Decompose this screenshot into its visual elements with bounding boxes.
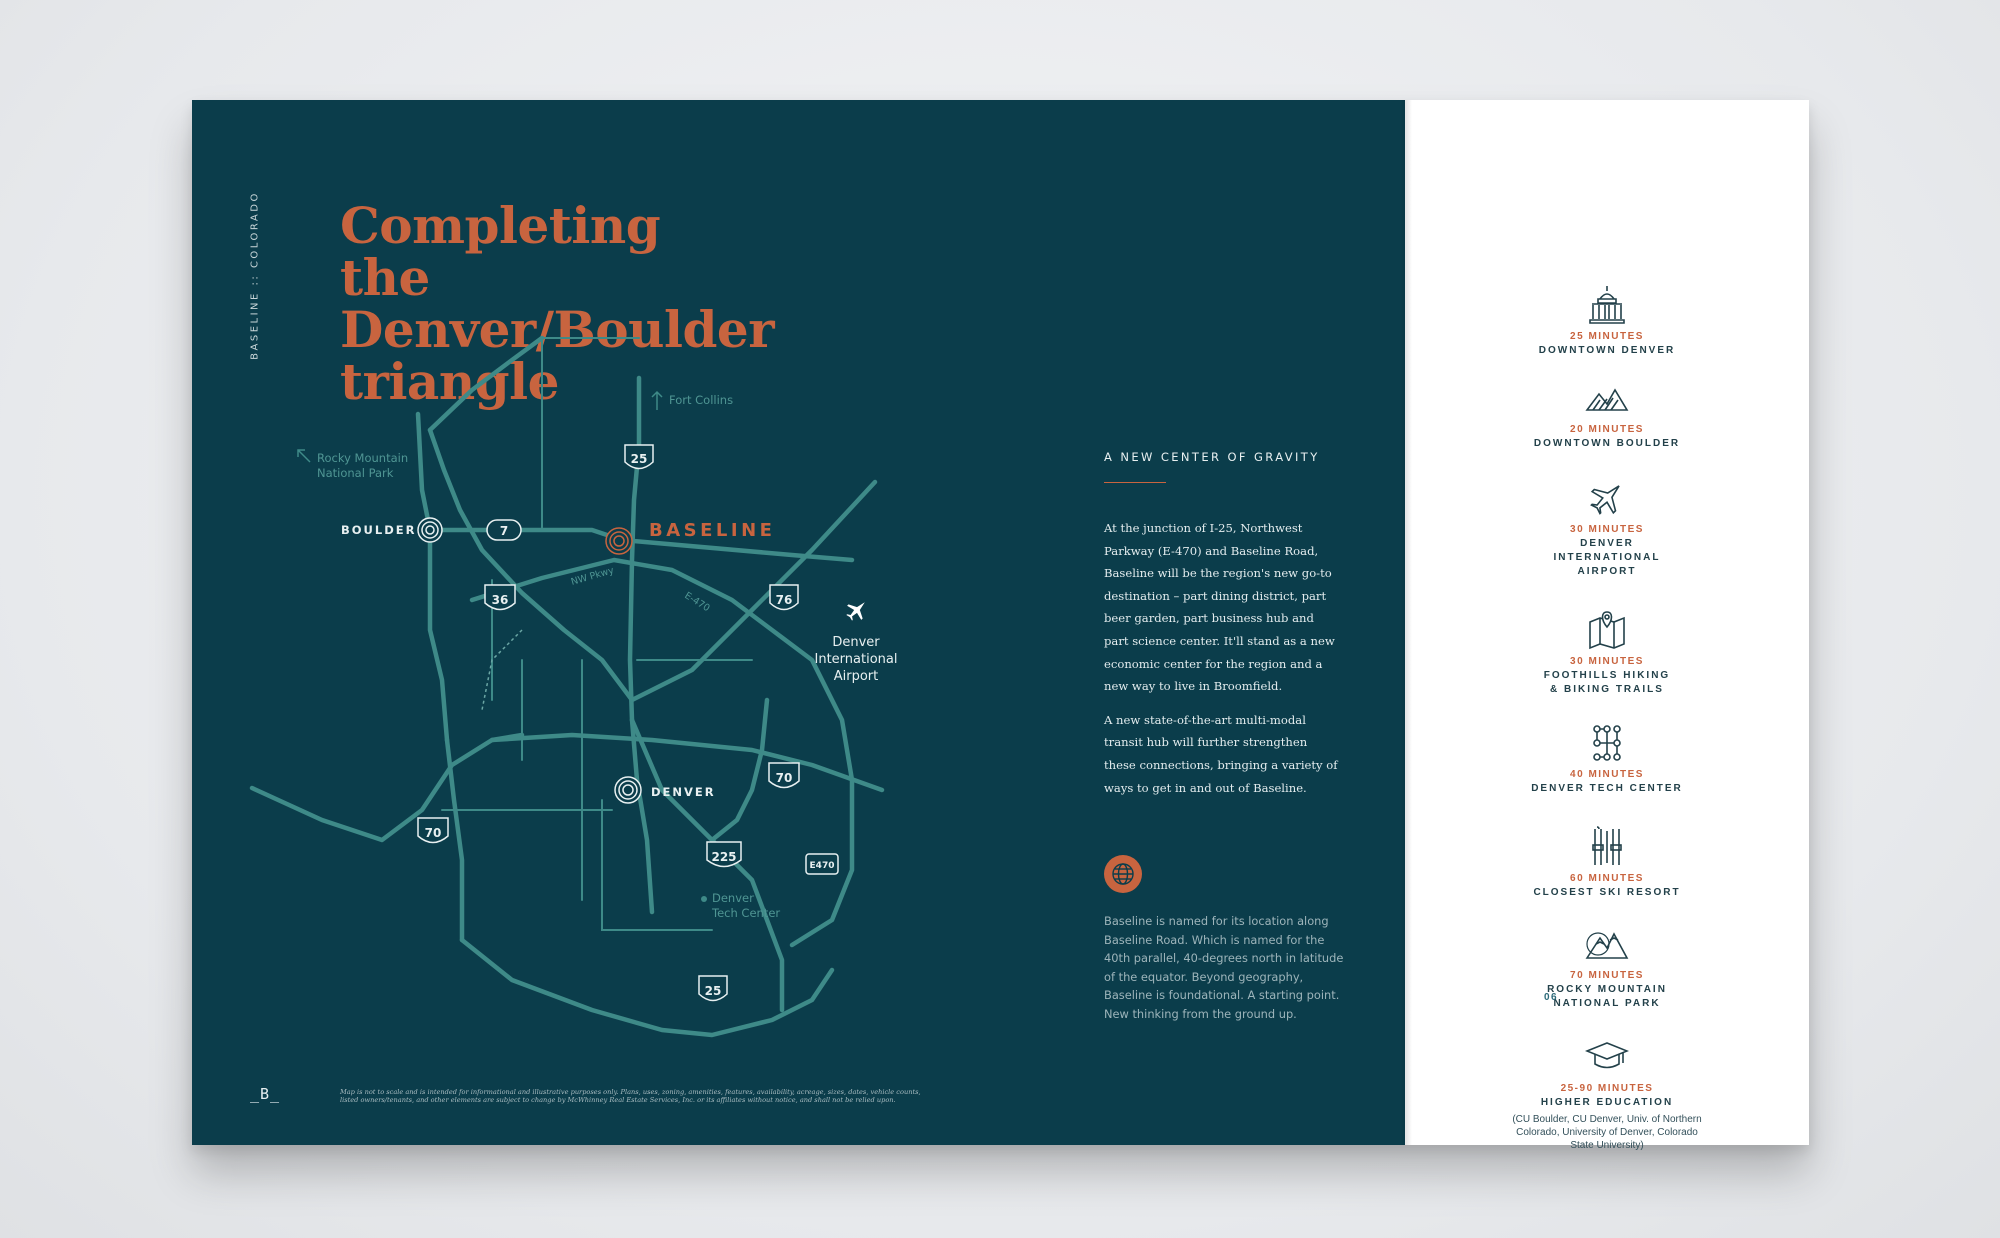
paragraph: At the junction of I-25, Northwest Parkway (E-470) and Baseline Road, Baseline will be the region's new go-to destination – part dining district, part beer garden, part business hub and part science center. It'll stand as a new economic center for the region and a new way to live in Broomfield. — [1104, 521, 1335, 694]
boulder-label: BOULDER — [341, 523, 417, 537]
destination-item — [1405, 825, 1809, 900]
road-i225 — [712, 700, 767, 840]
rmnp-label: Rocky Mountain — [317, 451, 409, 465]
page-number: 06 — [1544, 992, 1559, 1003]
baseline-label: BASELINE — [649, 520, 776, 541]
destination-note: (CU Boulder, CU Denver, Univ. of Northern Colorado, University of Denver, Colorado State University) — [1512, 1114, 1702, 1151]
trail-map-icon — [1585, 608, 1629, 652]
dtc-label: Denver — [712, 891, 754, 905]
dtc-label: Tech Center — [712, 906, 781, 920]
globe-icon — [1104, 855, 1142, 893]
dtc-dot — [701, 896, 707, 902]
trail-line — [482, 630, 522, 710]
rmnp-label: National Park — [317, 466, 394, 480]
destination-minutes: 25 MINUTES — [1570, 331, 1644, 342]
shield-label: 70 — [775, 771, 793, 785]
airport-label: International — [814, 652, 898, 667]
destination-name: CLOSEST SKI RESORT — [1533, 887, 1681, 898]
road-c470 — [462, 940, 832, 1035]
paragraph: A new state-of-the-art multi-modal transit hub will further strengthen these connections, bringing a variety of ways to get in and out of Baseline. — [1104, 712, 1338, 795]
road-i70-east — [492, 735, 882, 790]
skis-icon — [1585, 825, 1629, 869]
road-i76 — [632, 482, 875, 700]
airplane-icon — [1585, 476, 1629, 520]
airplane-icon — [842, 595, 872, 625]
destination-item — [1405, 608, 1809, 697]
capitol-icon — [1585, 283, 1629, 327]
destination-name: DENVER INTERNATIONAL AIRPORT — [1553, 538, 1661, 577]
shield-label: 76 — [775, 593, 793, 607]
destination-name: FOOTHILLS HIKING & BIKING TRAILS — [1543, 670, 1671, 695]
road-label: NW Pkwy — [569, 565, 616, 588]
shield-label: 36 — [491, 593, 509, 607]
destination-name: DENVER TECH CENTER — [1531, 783, 1683, 794]
destination-item — [1405, 376, 1809, 451]
mountains-icon — [1585, 922, 1629, 966]
title-line: triangle — [340, 352, 559, 411]
baseline-target — [606, 528, 632, 554]
title-line: Denver/Boulder — [340, 300, 775, 359]
heading-rule — [1104, 482, 1166, 483]
destination-name: DOWNTOWN DENVER — [1538, 345, 1676, 356]
destination-minutes: 20 MINUTES — [1570, 424, 1644, 435]
destination-name: DOWNTOWN BOULDER — [1533, 438, 1681, 449]
brand-mark: _B_ — [250, 1085, 281, 1103]
baseline-note: Baseline is named for its location along Baseline Road. Which is named for the 40th parallel, 40-degrees north in latitude of the equator. Beyond geography, Baseline is foundational. A starting point. New thinking from the ground up. — [1104, 914, 1344, 1021]
destination-minutes: 70 MINUTES — [1570, 970, 1644, 981]
boulder-target — [418, 518, 442, 542]
denver-label: DENVER — [651, 785, 716, 799]
road-i70-west — [252, 735, 522, 840]
flatirons-icon — [1585, 376, 1629, 420]
destination-minutes: 60 MINUTES — [1570, 873, 1644, 884]
destination-item — [1405, 922, 1809, 1011]
body-copy — [1104, 517, 1339, 810]
destination-item — [1405, 283, 1809, 358]
destination-name: ROCKY MOUNTAIN NATIONAL PARK — [1547, 984, 1667, 1009]
destination-minutes: 30 MINUTES — [1570, 524, 1644, 535]
arrow-up-icon — [652, 392, 662, 410]
map-disclaimer: Map is not to scale and is intended for informational and illustrative purposes only. Plans, uses, zoning, amenities, features, availability, acreage, sizes, dates, vehicle counts, listed owners/tenants, and other elements are subject to change by McWhinney Real Estate Services, Inc. or its affiliates without notice, and shall not be relied upon. — [340, 1088, 921, 1104]
destination-item — [1405, 476, 1809, 579]
title-line: Completing the — [340, 196, 661, 307]
destination-item — [1405, 1035, 1809, 1152]
destination-minutes: 30 MINUTES — [1570, 656, 1644, 667]
road-north-diag — [430, 338, 542, 430]
destination-minutes: 25-90 MINUTES — [1560, 1083, 1654, 1094]
arrow-upleft-icon — [298, 450, 310, 462]
airport-label: Denver — [832, 635, 880, 650]
destination-name: HIGHER EDUCATION — [1540, 1097, 1674, 1108]
shield-label: 25 — [630, 452, 648, 466]
road-west-beltway — [447, 740, 462, 940]
shield-label: E470 — [809, 861, 835, 871]
section-heading: A NEW CENTER OF GRAVITY — [1104, 450, 1320, 464]
running-head: BASELINE :: COLORADO — [249, 191, 261, 360]
shield-label: 25 — [704, 984, 722, 998]
shield-label: 70 — [424, 826, 442, 840]
denver-target — [615, 777, 641, 803]
shield-label: 225 — [711, 850, 737, 864]
destination-minutes: 40 MINUTES — [1570, 769, 1644, 780]
destination-item — [1405, 721, 1809, 796]
shield-label: 7 — [499, 524, 509, 538]
airport-label: Airport — [833, 669, 879, 684]
left-page — [192, 100, 1405, 1145]
road-nw-pkwy — [472, 560, 852, 945]
road-label: E-470 — [682, 590, 712, 615]
road-minor — [602, 800, 712, 930]
tech-nodes-icon — [1585, 721, 1629, 765]
fort-collins-label: Fort Collins — [669, 393, 734, 407]
graduation-cap-icon — [1585, 1035, 1629, 1079]
